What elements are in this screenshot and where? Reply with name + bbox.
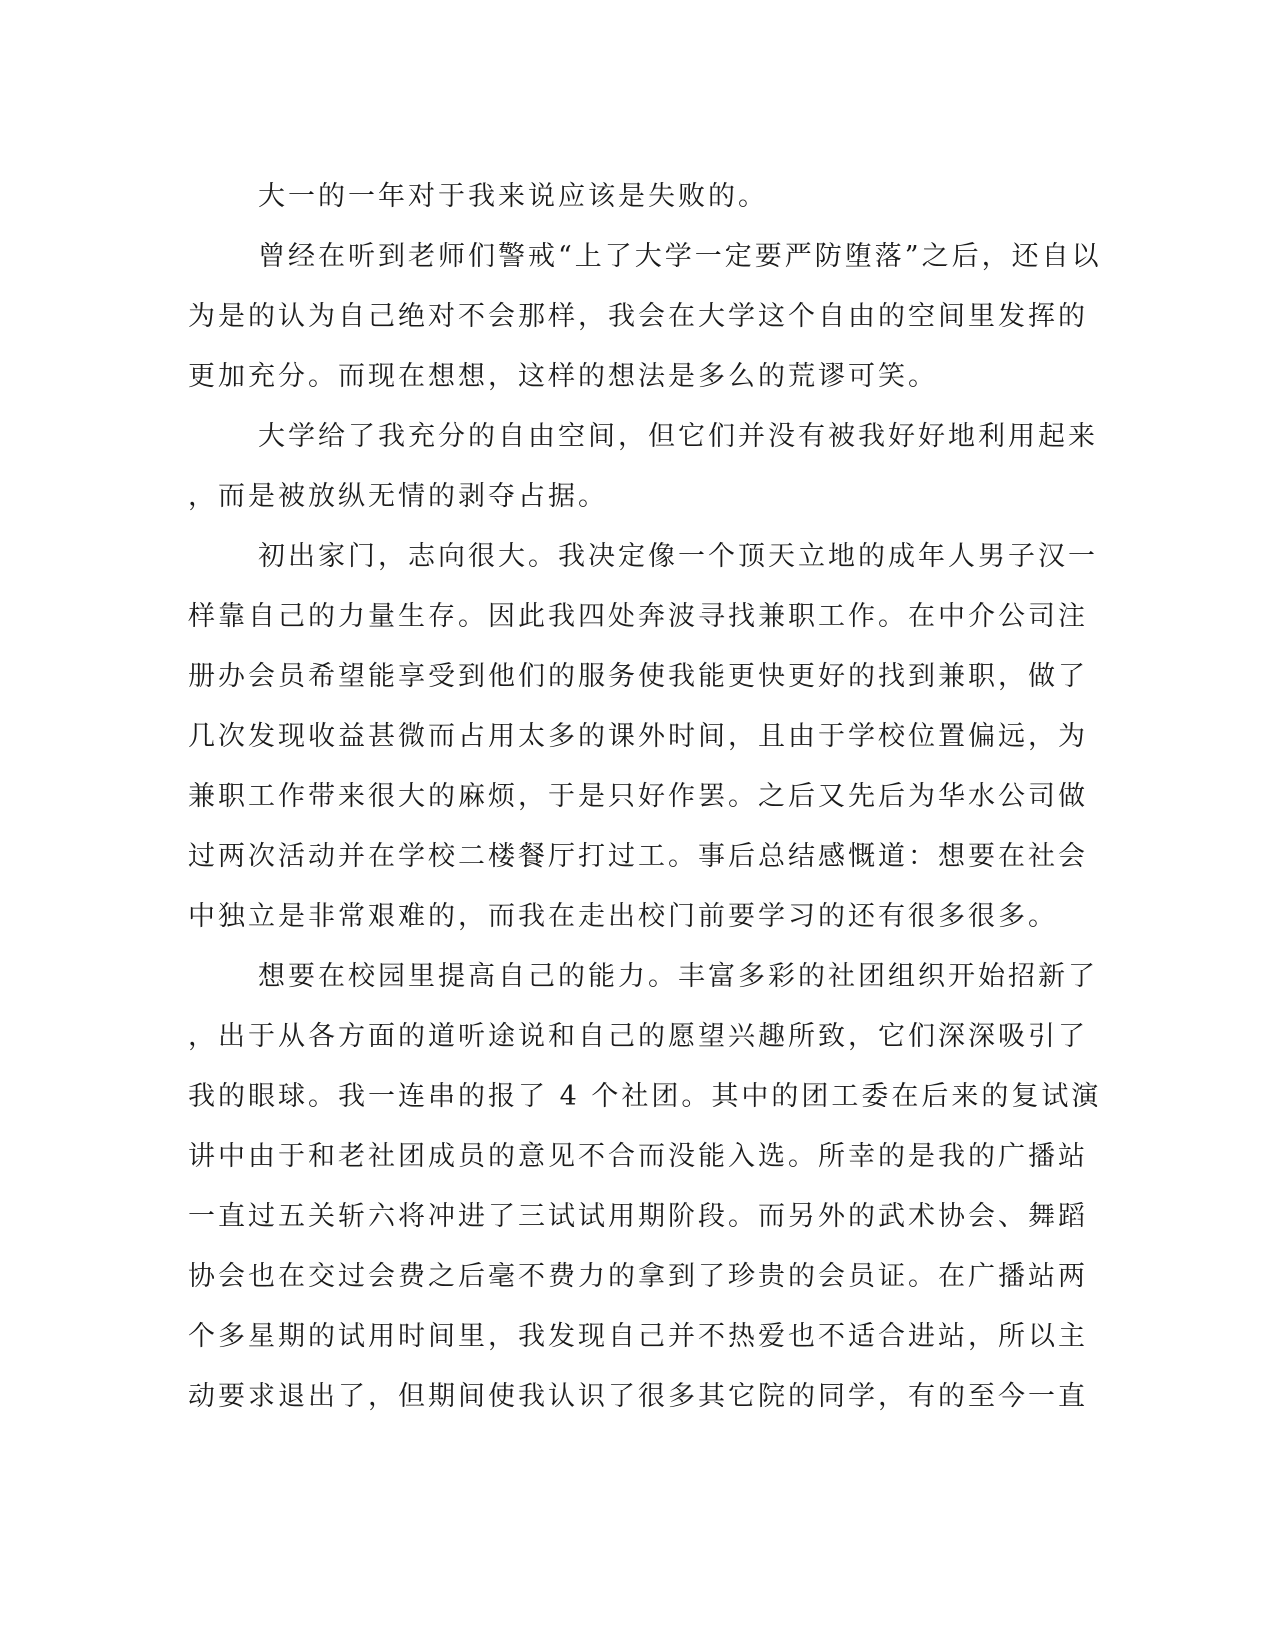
text-line: 更加充分。而现在想想，这样的想法是多么的荒谬可笑。	[188, 361, 938, 392]
document-body	[188, 167, 1102, 1427]
text-line: 过两次活动并在学校二楼餐厅打过工。事后总结感慨道：想要在社会	[188, 841, 1088, 872]
text-line: 讲中由于和老社团成员的意见不合而没能入选。所幸的是我的广播站	[188, 1141, 1088, 1172]
paragraph	[188, 407, 1098, 527]
text-line: 协会也在交过会费之后毫不费力的拿到了珍贵的会员证。在广播站两	[188, 1261, 1088, 1292]
text-line: 曾经在听到老师们警戒“上了大学一定要严防堕落”之后，还自以	[258, 241, 1102, 272]
text-line: 一直过五关斩六将冲进了三试试用期阶段。而另外的武术协会、舞蹈	[188, 1201, 1088, 1232]
paragraph	[188, 527, 1098, 947]
text-line: ，而是被放纵无情的剥夺占据。	[188, 481, 608, 512]
text-line: 个多星期的试用时间里，我发现自己并不热爱也不适合进站，所以主	[188, 1321, 1088, 1352]
text-line: 样靠自己的力量生存。因此我四处奔波寻找兼职工作。在中介公司注	[188, 601, 1088, 632]
text-line: 兼职工作带来很大的麻烦，于是只好作罢。之后又先后为华水公司做	[188, 781, 1088, 812]
text-line: 动要求退出了，但期间使我认识了很多其它院的同学，有的至今一直	[188, 1381, 1088, 1412]
text-line: ，出于从各方面的道听途说和自己的愿望兴趣所致，它们深深吸引了	[188, 1021, 1088, 1052]
paragraph	[188, 947, 1102, 1427]
text-line: 为是的认为自己绝对不会那样，我会在大学这个自由的空间里发挥的	[188, 301, 1088, 332]
text-line: 我的眼球。我一连串的报了 4 个社团。其中的团工委在后来的复试演	[188, 1081, 1102, 1112]
text-line: 想要在校园里提高自己的能力。丰富多彩的社团组织开始招新了	[258, 961, 1098, 992]
paragraph	[188, 227, 1102, 407]
text-line: 册办会员希望能享受到他们的服务使我能更快更好的找到兼职，做了	[188, 661, 1088, 692]
text-line: 中独立是非常艰难的，而我在走出校门前要学习的还有很多很多。	[188, 901, 1058, 932]
text-line: 大学给了我充分的自由空间，但它们并没有被我好好地利用起来	[258, 421, 1098, 452]
text-line: 初出家门，志向很大。我决定像一个顶天立地的成年人男子汉一	[258, 541, 1098, 572]
text-line: 几次发现收益甚微而占用太多的课外时间，且由于学校位置偏远，为	[188, 721, 1088, 752]
paragraph	[188, 167, 1068, 227]
text-line: 大一的一年对于我来说应该是失败的。	[258, 181, 768, 212]
